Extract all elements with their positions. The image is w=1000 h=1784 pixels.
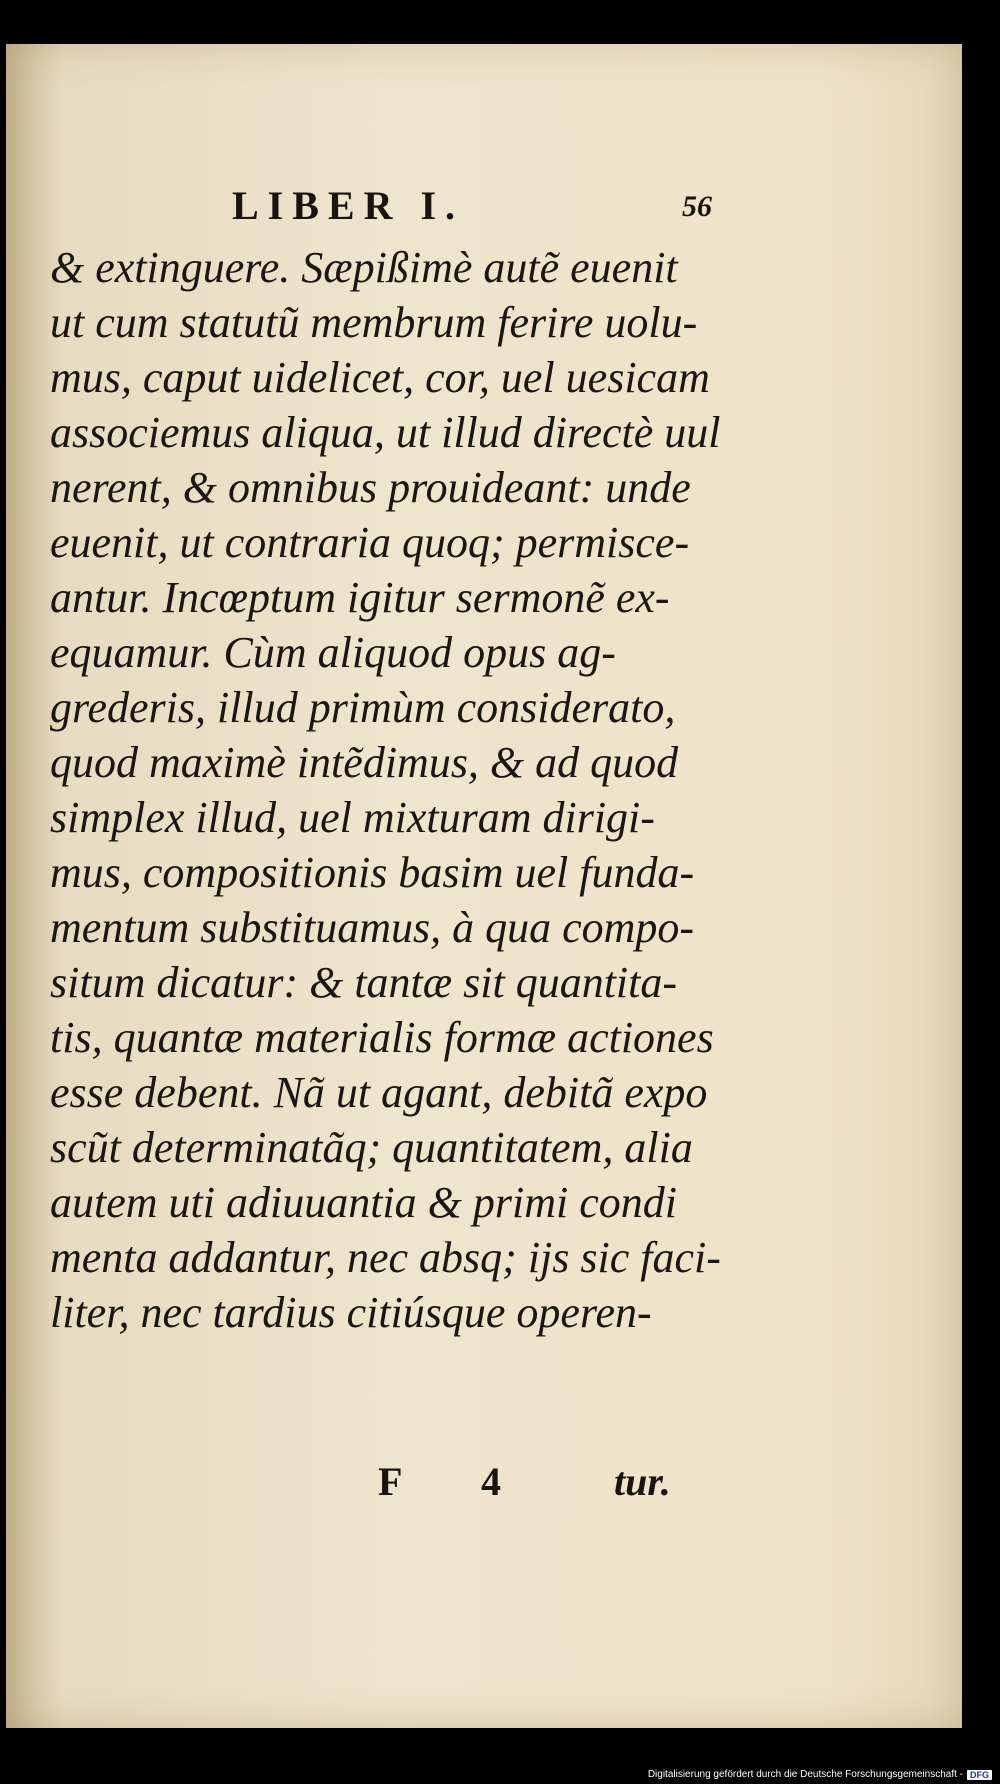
text-line: ut cum statutũ membrum ferire uolu- bbox=[50, 298, 698, 347]
digitization-credit bbox=[648, 1769, 992, 1780]
text-line: nerent, & omnibus prouideant: unde bbox=[50, 463, 691, 512]
text-line: menta addantur, nec absq; ijs sic faci- bbox=[50, 1233, 721, 1282]
text-line: quod maximè intẽdimus, & ad quod bbox=[50, 738, 679, 787]
catchword: tur. bbox=[614, 1459, 671, 1504]
text-line: esse debent. Nã ut agant, debitã expo bbox=[50, 1068, 708, 1117]
running-title: LIBER I. bbox=[232, 183, 465, 228]
book-page bbox=[6, 44, 962, 1728]
text-line: scũt determinatãq; quantitatem, alia bbox=[50, 1123, 693, 1172]
text-line: simplex illud, uel mixturam dirigi- bbox=[50, 793, 655, 842]
body-text bbox=[50, 240, 730, 1340]
text-line: mentum substituamus, à qua compo- bbox=[50, 903, 695, 952]
credit-text: Digitalisierung gefördert durch die Deutsche Forschungsgemeinschaft - bbox=[647, 1769, 963, 1780]
text-line: liter, nec tardius citiúsque operen- bbox=[50, 1288, 652, 1337]
text-line: situm dicatur: & tantæ sit quantita- bbox=[50, 958, 678, 1007]
text-line: equamur. Cùm aliquod opus ag- bbox=[50, 628, 616, 677]
text-line: mus, compositionis basim uel funda- bbox=[50, 848, 695, 897]
text-line: associemus aliqua, ut illud directè uul bbox=[50, 408, 721, 457]
text-line: autem uti adiuuantia & primi condi bbox=[50, 1178, 677, 1227]
dfg-logo: DFG bbox=[967, 1770, 992, 1780]
signature-letter: F bbox=[378, 1459, 403, 1504]
signature-number: 4 bbox=[481, 1459, 501, 1504]
text-line: mus, caput uidelicet, cor, uel uesicam bbox=[50, 353, 710, 402]
text-line: grederis, illud primùm considerato, bbox=[50, 683, 676, 732]
text-line: & extinguere. Sæpißimè autẽ euenit bbox=[50, 243, 678, 292]
folio-number: 56 bbox=[682, 190, 712, 223]
text-line: tis, quantæ materialis formæ actiones bbox=[50, 1013, 714, 1062]
text-line: antur. Incœptum igitur sermonẽ ex- bbox=[50, 573, 670, 622]
text-line: euenit, ut contraria quoq; permisce- bbox=[50, 518, 690, 567]
